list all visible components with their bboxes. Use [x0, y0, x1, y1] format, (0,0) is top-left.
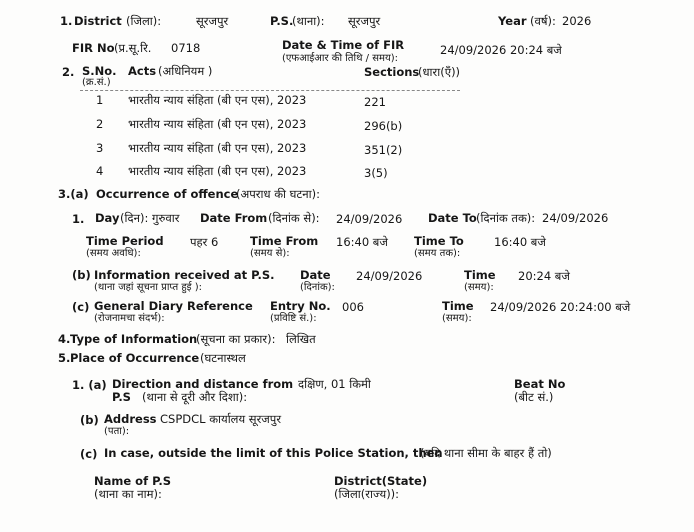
day-value: गुरुवार [152, 211, 180, 225]
time-to-value: 16:40 बजे [494, 235, 546, 249]
sno-label: S.No. [82, 64, 117, 78]
time-period-value: पहर 6 [190, 235, 219, 249]
date-to-label: Date To [428, 211, 477, 225]
beat-no-label: Beat No [514, 377, 566, 391]
gd-time-label: Time [442, 299, 474, 313]
beat-no-label-hindi: (बीट सं.) [514, 390, 554, 404]
district-state-label: District(State) [334, 474, 428, 488]
address-value: CSPDCL कार्यालय सूरजपुर [160, 412, 282, 426]
direction-ps-label: P.S [112, 390, 131, 404]
district-label-hindi: (जिला): [126, 14, 162, 28]
occurrence-label: Occurrence of offence [96, 187, 239, 201]
year-label-hindi: (वर्ष): [530, 14, 556, 28]
ps-name-label-hindi: (थाना का नाम): [94, 487, 162, 501]
direction-label: Direction and distance from [112, 377, 294, 391]
time-from-label-hindi: (समय से): [250, 248, 290, 259]
ps-label: P.S. [270, 14, 294, 28]
fir-number: 0718 [171, 41, 201, 55]
year-value: 2026 [562, 14, 592, 28]
date-from-label: Date From [200, 211, 268, 225]
entry-no-label-hindi: (प्रविष्टि सं.): [270, 313, 317, 324]
info-date-label: Date [300, 268, 331, 282]
day-label-hindi: (दिन): [120, 211, 149, 225]
sections-label: Sections [364, 65, 420, 79]
act-row-2-sno: 2 [96, 117, 104, 131]
district-number: 1. [60, 14, 73, 28]
info-type-label-hindi: (सूचना का प्रकार): [196, 332, 276, 346]
entry-no-value: 006 [342, 300, 364, 314]
info-received-number: (b) [72, 268, 91, 282]
act-row-1-sno: 1 [96, 93, 104, 107]
occurrence-number: 3.(a) [58, 187, 89, 201]
info-received-label-hindi: (थाना जहां सूचना प्राप्त हुई ): [94, 282, 203, 293]
info-type-label: Type of Information [70, 332, 198, 346]
acts-label-hindi: (अधिनियम ) [158, 64, 213, 78]
time-period-label: Time Period [86, 234, 164, 248]
direction-value: दक्षिण, 01 किमी [298, 377, 371, 391]
info-time-label: Time [464, 268, 496, 282]
fir-datetime-label-hindi: (एफआईआर की तिथि / समय): [282, 53, 399, 64]
gd-time-value: 24/09/2026 20:24:00 बजे [490, 300, 631, 314]
acts-number: 2. [62, 65, 75, 79]
time-from-label: Time From [250, 234, 319, 248]
address-label: Address [104, 412, 157, 426]
ps-name-label: Name of P.S [94, 474, 172, 488]
time-to-label: Time To [414, 234, 464, 248]
act-row-1-section: 221 [364, 95, 386, 109]
fir-datetime-label: Date & Time of FIR [282, 38, 405, 52]
gd-ref-label-hindi: (रोजनामचा संदर्भ): [94, 313, 165, 324]
time-period-label-hindi: (समय अवधि): [86, 248, 141, 259]
occurrence-label-hindi: (अपराध की घटना): [236, 187, 320, 201]
place-label: Place of Occurrence [70, 351, 200, 365]
time-to-label-hindi: (समय तक): [414, 248, 461, 259]
direction-number: 1. (a) [72, 378, 107, 392]
act-row-3-section: 351(2) [364, 143, 403, 157]
act-row-3-name: भारतीय न्याय संहिता (बी एन एस), 2023 [128, 141, 307, 155]
fir-label: FIR No [72, 41, 115, 55]
address-number: (b) [80, 413, 99, 427]
act-row-2-section: 296(b) [364, 119, 403, 133]
district-label: District [74, 14, 122, 28]
gd-time-label-hindi: (समय): [442, 313, 472, 324]
act-row-1-name: भारतीय न्याय संहिता (बी एन एस), 2023 [128, 93, 307, 107]
entry-no-label: Entry No. [270, 299, 331, 313]
act-row-3-sno: 3 [96, 141, 104, 155]
district-value: सूरजपुर [196, 14, 229, 28]
outside-limit-label: In case, outside the limit of this Police Station, then [104, 446, 443, 460]
place-label-hindi: (घटनास्थल [200, 351, 246, 365]
info-type-number: 4. [58, 332, 71, 346]
info-time-value: 20:24 बजे [518, 269, 570, 283]
acts-label: Acts [128, 64, 157, 78]
outside-limit-number: (c) [80, 447, 98, 461]
act-row-4-name: भारतीय न्याय संहिता (बी एन एस), 2023 [128, 164, 307, 178]
gd-ref-number: (c) [72, 300, 90, 314]
fir-label-hindi: (प्र.सू.रि. [114, 41, 152, 55]
time-from-value: 16:40 बजे [336, 235, 388, 249]
info-date-label-hindi: (दिनांक): [300, 282, 335, 293]
address-label-hindi: (पता): [104, 426, 130, 437]
year-label: Year [498, 14, 527, 28]
date-from-label-hindi: (दिनांक से): [268, 211, 320, 225]
table-divider [80, 90, 460, 91]
date-to-value: 24/09/2026 [542, 211, 609, 225]
info-date-value: 24/09/2026 [356, 269, 423, 283]
district-state-label-hindi: (जिला(राज्य)): [334, 487, 400, 501]
day-label: Day [95, 211, 120, 225]
act-row-4-sno: 4 [96, 164, 104, 178]
info-type-value: लिखित [286, 332, 316, 346]
direction-label-hindi: (थाना से दूरी और दिशा): [142, 390, 248, 404]
outside-limit-label-hindi: (यदि थाना सीमा के बाहर हैं तो) [420, 446, 552, 460]
info-time-label-hindi: (समय): [464, 282, 494, 293]
date-from-value: 24/09/2026 [336, 212, 403, 226]
fir-datetime-value: 24/09/2026 20:24 बजे [440, 43, 562, 57]
day-number: 1. [72, 212, 85, 226]
info-received-label: Information received at P.S. [94, 268, 275, 282]
sections-label-hindi: (धारा(एँ)) [418, 65, 461, 79]
date-to-label-hindi: (दिनांक तक): [476, 211, 536, 225]
ps-value: सूरजपुर [348, 14, 381, 28]
place-number: 5. [58, 351, 71, 365]
act-row-2-name: भारतीय न्याय संहिता (बी एन एस), 2023 [128, 117, 307, 131]
act-row-4-section: 3(5) [364, 166, 388, 180]
gd-ref-label: General Diary Reference [94, 299, 253, 313]
sno-label-hindi: (क्र.सं.) [82, 77, 111, 88]
ps-label-hindi: (थाना): [292, 14, 325, 28]
